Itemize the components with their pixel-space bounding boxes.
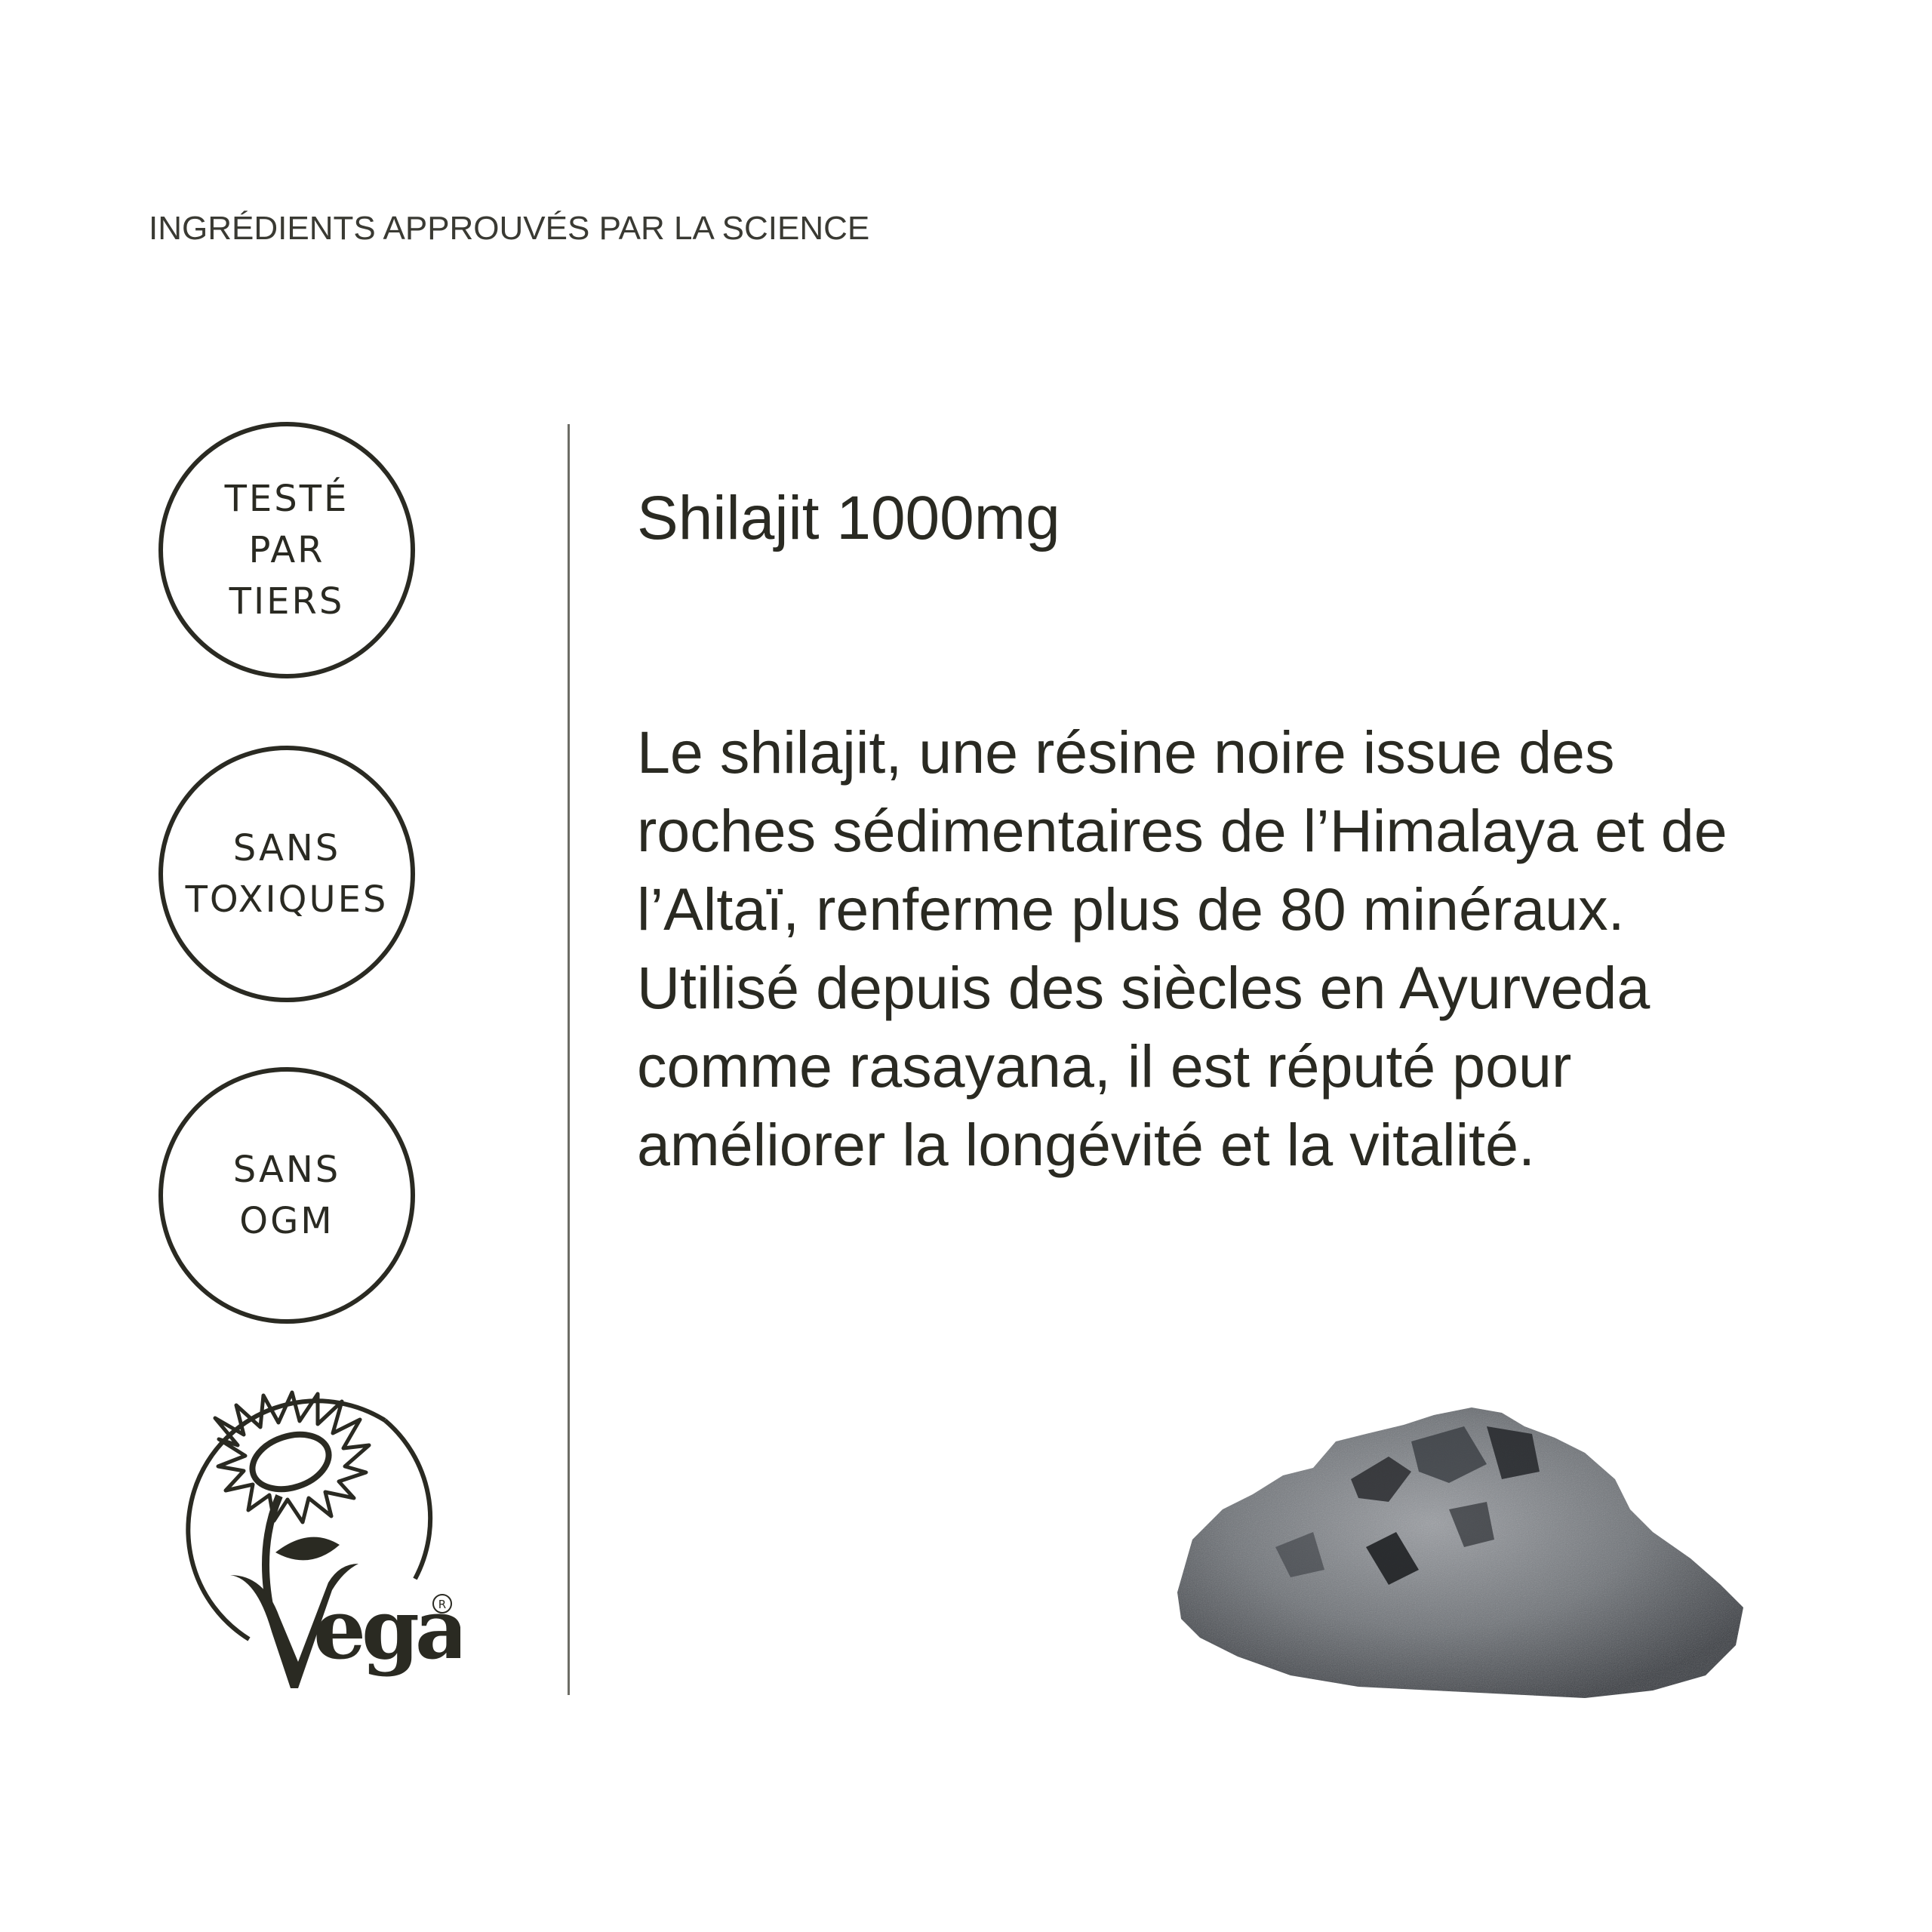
non-gmo-badge [158,1067,415,1324]
registered-letter: R [438,1598,447,1611]
product-description [637,713,1814,1184]
vegan-wordmark: ega [313,1580,460,1678]
badge-label: TESTÉ PAR TIERS [224,478,349,623]
page-tagline: INGRÉDIENTS APPROUVÉS PAR LA SCIENCE [149,210,870,247]
badge-label: SANS TOXIQUES [185,827,389,921]
third-party-tested-badge [158,422,415,678]
vegan-logo [158,1390,460,1707]
sunflower-icon [215,1392,369,1522]
description-line: roches sédimentaires de l’Himalaya et de [637,797,1727,864]
description-line: l’Altaï, renferme plus de 80 minéraux. [637,875,1625,943]
description-line: Le shilajit, une résine noire issue des [637,718,1615,786]
rock-illustration [1162,1396,1766,1728]
badge-label: SANS OGM [232,1149,341,1242]
product-title: Shilajit 1000mg [637,484,1060,552]
non-toxic-badge [158,746,415,1002]
description-line: Utilisé depuis des siècles en Ayurveda [637,954,1651,1021]
description-line: améliorer la longévité et la vitalité. [637,1111,1535,1178]
vegan-circle-right [385,1420,430,1579]
vertical-divider [568,424,570,1695]
vegan-badge [158,1390,460,1707]
shilajit-rock-image [1162,1396,1766,1728]
description-line: comme rasayana, il est réputé pour [637,1032,1572,1100]
